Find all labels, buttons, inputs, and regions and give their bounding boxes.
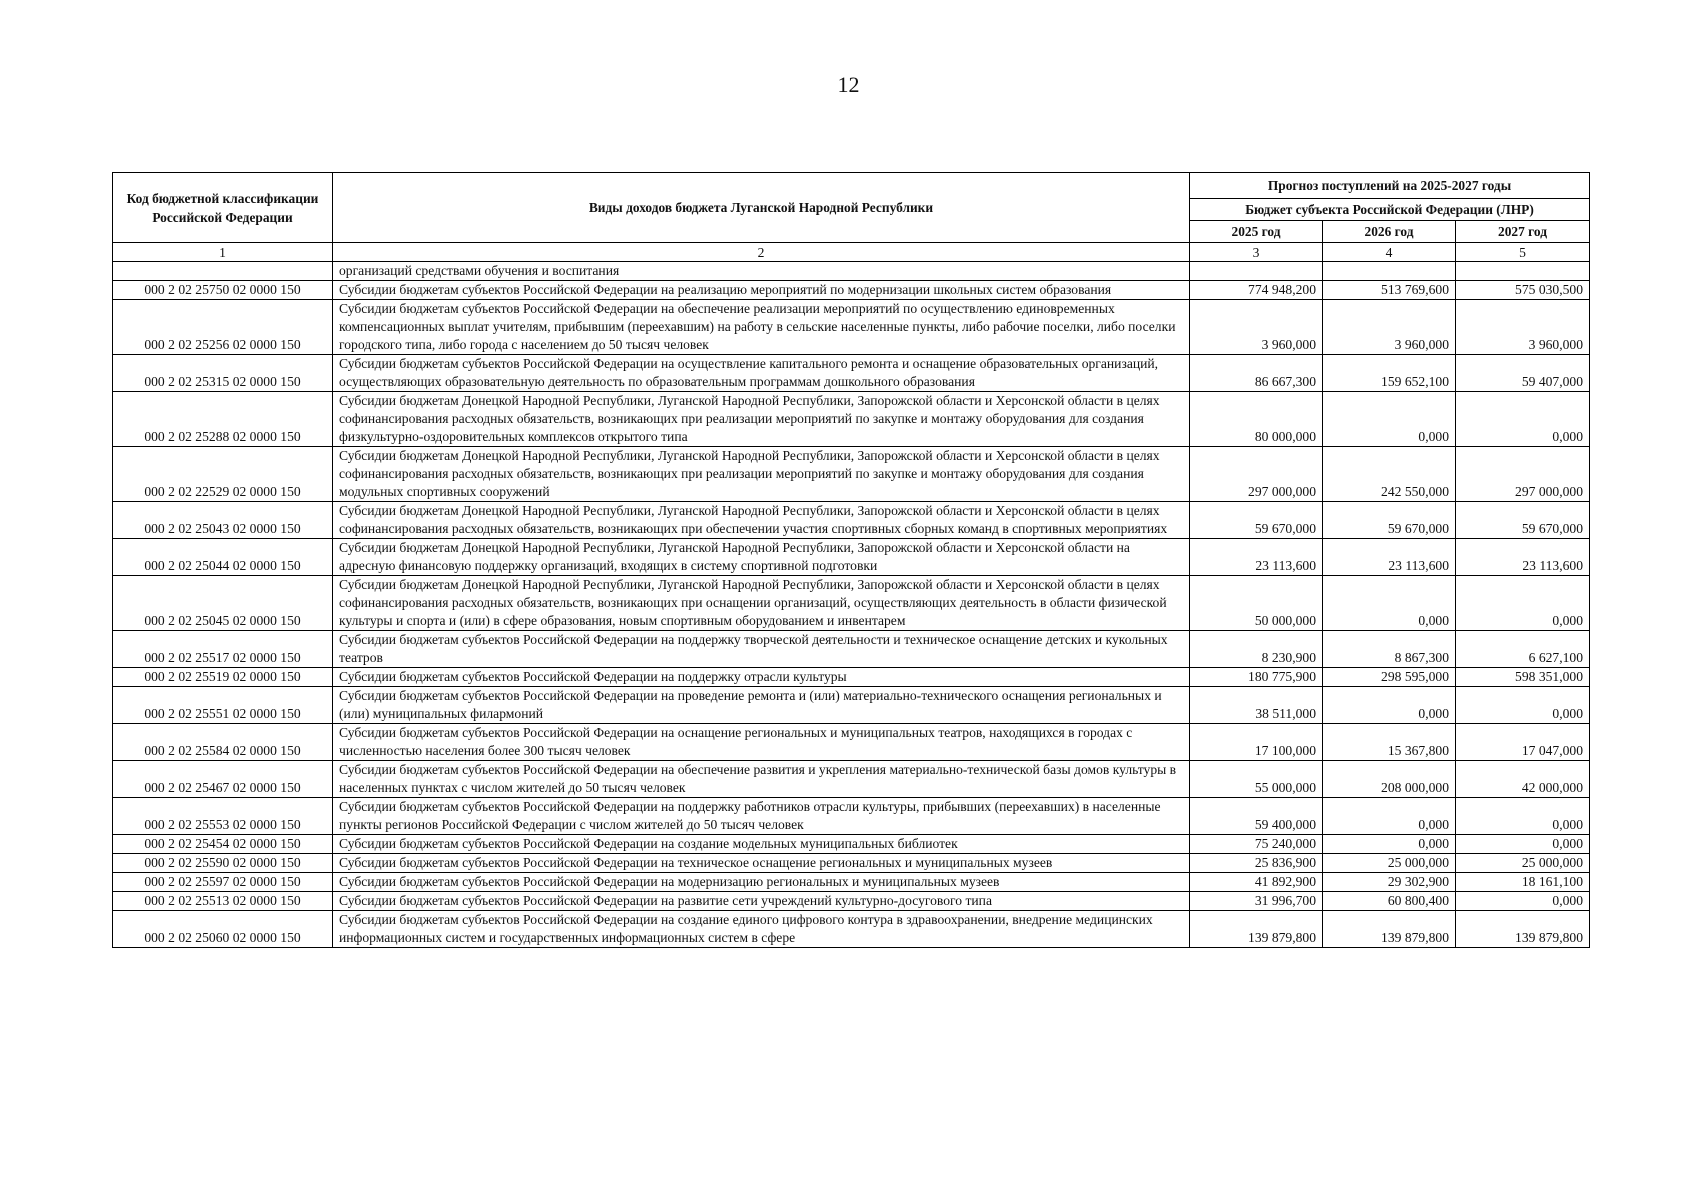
- forecast-2027: 3 960,000: [1456, 300, 1590, 355]
- income-description: Субсидии бюджетам субъектов Российской Федерации на обеспечение развития и укрепления материально-технической базы домов культуры в населенных пунктах с числом жителей до 50 тысяч человек: [333, 761, 1190, 798]
- income-description: Субсидии бюджетам Донецкой Народной Республики, Луганской Народной Республики, Запорожской области и Херсонской области в целях софинансирования расходных обязательств, возникающих при обеспечении участия спортивных сборных команд в спортивных мероприятиях: [333, 502, 1190, 539]
- income-description: Субсидии бюджетам субъектов Российской Федерации на поддержку отрасли культуры: [333, 668, 1190, 687]
- income-description: Субсидии бюджетам Донецкой Народной Республики, Луганской Народной Республики, Запорожской области и Херсонской области в целях софинансирования расходных обязательств, возникающих при оснащении организаций, осуществляющих деятельность в области физической культуры и спорта и (или) в сфере образования, новым спортивным оборудованием и инвентарем: [333, 576, 1190, 631]
- income-description: Субсидии бюджетам субъектов Российской Федерации на создание единого цифрового контура в здравоохранении, внедрение медицинских информационных систем и государственных информационных систем в сфере: [333, 911, 1190, 948]
- forecast-2027: 0,000: [1456, 392, 1590, 447]
- forecast-2027: 575 030,500: [1456, 281, 1590, 300]
- column-number: 3: [1190, 243, 1323, 262]
- revenue-table: [112, 172, 1590, 948]
- forecast-2025: 23 113,600: [1190, 539, 1323, 576]
- column-number: 1: [113, 243, 333, 262]
- forecast-2027: 598 351,000: [1456, 668, 1590, 687]
- forecast-2025: 3 960,000: [1190, 300, 1323, 355]
- header-year-2027: 2027 год: [1456, 221, 1590, 243]
- forecast-2026: 25 000,000: [1323, 854, 1456, 873]
- forecast-2025: 8 230,900: [1190, 631, 1323, 668]
- table-row: [113, 911, 1590, 948]
- budget-code: 000 2 02 25043 02 0000 150: [113, 502, 333, 539]
- income-description: Субсидии бюджетам субъектов Российской Федерации на оснащение региональных и муниципальных театров, находящихся в городах с численностью населения более 300 тысяч человек: [333, 724, 1190, 761]
- budget-code: 000 2 02 25454 02 0000 150: [113, 835, 333, 854]
- table-row: [113, 502, 1590, 539]
- forecast-2025: 75 240,000: [1190, 835, 1323, 854]
- forecast-2025: [1190, 262, 1323, 281]
- income-description: Субсидии бюджетам Донецкой Народной Республики, Луганской Народной Республики, Запорожской области и Херсонской области в целях софинансирования расходных обязательств, возникающих при реализации мероприятий по закупке и монтажу оборудования для создания модульных спортивных сооружений: [333, 447, 1190, 502]
- header-year-2026: 2026 год: [1323, 221, 1456, 243]
- forecast-2027: 42 000,000: [1456, 761, 1590, 798]
- forecast-2025: 774 948,200: [1190, 281, 1323, 300]
- forecast-2025: 55 000,000: [1190, 761, 1323, 798]
- budget-code: 000 2 02 25045 02 0000 150: [113, 576, 333, 631]
- forecast-2027: 0,000: [1456, 576, 1590, 631]
- table-row: [113, 724, 1590, 761]
- forecast-2025: 41 892,900: [1190, 873, 1323, 892]
- budget-code: 000 2 02 25513 02 0000 150: [113, 892, 333, 911]
- forecast-2026: 15 367,800: [1323, 724, 1456, 761]
- forecast-2026: 0,000: [1323, 798, 1456, 835]
- forecast-2025: 31 996,700: [1190, 892, 1323, 911]
- income-description: Субсидии бюджетам субъектов Российской Федерации на реализацию мероприятий по модернизации школьных систем образования: [333, 281, 1190, 300]
- column-number: 4: [1323, 243, 1456, 262]
- income-description: Субсидии бюджетам субъектов Российской Федерации на поддержку творческой деятельности и техническое оснащение детских и кукольных театров: [333, 631, 1190, 668]
- table-row: [113, 392, 1590, 447]
- budget-code: 000 2 02 25590 02 0000 150: [113, 854, 333, 873]
- forecast-2025: 59 670,000: [1190, 502, 1323, 539]
- forecast-2027: 59 407,000: [1456, 355, 1590, 392]
- forecast-2027: 18 161,100: [1456, 873, 1590, 892]
- forecast-2025: 25 836,900: [1190, 854, 1323, 873]
- income-description: Субсидии бюджетам субъектов Российской Федерации на модернизацию региональных и муниципальных музеев: [333, 873, 1190, 892]
- budget-code: 000 2 02 25288 02 0000 150: [113, 392, 333, 447]
- forecast-2026: 29 302,900: [1323, 873, 1456, 892]
- budget-code: 000 2 02 25256 02 0000 150: [113, 300, 333, 355]
- forecast-2027: 0,000: [1456, 687, 1590, 724]
- forecast-2027: 23 113,600: [1456, 539, 1590, 576]
- forecast-2025: 139 879,800: [1190, 911, 1323, 948]
- forecast-2026: 0,000: [1323, 835, 1456, 854]
- forecast-2025: 180 775,900: [1190, 668, 1323, 687]
- budget-code: 000 2 02 25597 02 0000 150: [113, 873, 333, 892]
- forecast-2027: 17 047,000: [1456, 724, 1590, 761]
- forecast-2027: 0,000: [1456, 892, 1590, 911]
- budget-code: 000 2 02 25467 02 0000 150: [113, 761, 333, 798]
- header-forecast: Прогноз поступлений на 2025-2027 годы: [1190, 173, 1590, 199]
- table-row: [113, 892, 1590, 911]
- table-row: [113, 798, 1590, 835]
- table-row: [113, 281, 1590, 300]
- forecast-2026: 208 000,000: [1323, 761, 1456, 798]
- column-number: 2: [333, 243, 1190, 262]
- forecast-2026: 59 670,000: [1323, 502, 1456, 539]
- forecast-2026: 8 867,300: [1323, 631, 1456, 668]
- column-number-row: [113, 243, 1590, 262]
- income-description: Субсидии бюджетам субъектов Российской Федерации на развитие сети учреждений культурно-досугового типа: [333, 892, 1190, 911]
- header-year-2025: 2025 год: [1190, 221, 1323, 243]
- table-row: [113, 668, 1590, 687]
- forecast-2027: 25 000,000: [1456, 854, 1590, 873]
- forecast-2025: 50 000,000: [1190, 576, 1323, 631]
- income-description: Субсидии бюджетам Донецкой Народной Республики, Луганской Народной Республики, Запорожской области и Херсонской области в целях софинансирования расходных обязательств, возникающих при реализации мероприятий по закупке и монтажу оборудования для создания физкультурно-оздоровительных комплексов открытого типа: [333, 392, 1190, 447]
- forecast-2026: 139 879,800: [1323, 911, 1456, 948]
- forecast-2026: 159 652,100: [1323, 355, 1456, 392]
- income-description: Субсидии бюджетам субъектов Российской Федерации на обеспечение реализации мероприятий по осуществлению единовременных компенсационных выплат учителям, прибывшим (переехавшим) на работу в сельские населенные пункты, либо рабочие поселки, либо поселки городского типа, либо города с населением до 50 тысяч человек: [333, 300, 1190, 355]
- forecast-2026: 60 800,400: [1323, 892, 1456, 911]
- income-description: Субсидии бюджетам субъектов Российской Федерации на осуществление капитального ремонта и оснащение образовательных организаций, осуществляющих образовательную деятельность по образовательным программам дошкольного образования: [333, 355, 1190, 392]
- forecast-2026: 0,000: [1323, 576, 1456, 631]
- table-row: [113, 539, 1590, 576]
- budget-code: 000 2 02 25517 02 0000 150: [113, 631, 333, 668]
- table-row: [113, 687, 1590, 724]
- budget-code: 000 2 02 25750 02 0000 150: [113, 281, 333, 300]
- income-description: Субсидии бюджетам субъектов Российской Федерации на проведение ремонта и (или) материально-технического оснащения региональных и (или) муниципальных филармоний: [333, 687, 1190, 724]
- header-budget: Бюджет субъекта Российской Федерации (ЛНР): [1190, 199, 1590, 221]
- income-description: Субсидии бюджетам субъектов Российской Федерации на техническое оснащение региональных и муниципальных музеев: [333, 854, 1190, 873]
- forecast-2027: 297 000,000: [1456, 447, 1590, 502]
- forecast-2027: 6 627,100: [1456, 631, 1590, 668]
- forecast-2026: 0,000: [1323, 687, 1456, 724]
- table-row: [113, 300, 1590, 355]
- forecast-2025: 297 000,000: [1190, 447, 1323, 502]
- budget-code: 000 2 02 22529 02 0000 150: [113, 447, 333, 502]
- table-row: [113, 835, 1590, 854]
- budget-code: 000 2 02 25519 02 0000 150: [113, 668, 333, 687]
- forecast-2025: 86 667,300: [1190, 355, 1323, 392]
- income-description: организаций средствами обучения и воспитания: [333, 262, 1190, 281]
- table-row: [113, 447, 1590, 502]
- forecast-2025: 17 100,000: [1190, 724, 1323, 761]
- budget-code: 000 2 02 25551 02 0000 150: [113, 687, 333, 724]
- forecast-2027: [1456, 262, 1590, 281]
- budget-code: 000 2 02 25553 02 0000 150: [113, 798, 333, 835]
- table-row: [113, 355, 1590, 392]
- forecast-2026: 23 113,600: [1323, 539, 1456, 576]
- income-description: Субсидии бюджетам субъектов Российской Федерации на создание модельных муниципальных библиотек: [333, 835, 1190, 854]
- column-number: 5: [1456, 243, 1590, 262]
- forecast-2027: 0,000: [1456, 835, 1590, 854]
- header-code: Код бюджетной классификации Российской Федерации: [113, 173, 333, 243]
- page-number: 12: [837, 72, 860, 97]
- table-body: [113, 243, 1590, 948]
- budget-code: 000 2 02 25060 02 0000 150: [113, 911, 333, 948]
- forecast-2025: 80 000,000: [1190, 392, 1323, 447]
- forecast-2027: 59 670,000: [1456, 502, 1590, 539]
- budget-code: [113, 262, 333, 281]
- income-description: Субсидии бюджетам Донецкой Народной Республики, Луганской Народной Республики, Запорожской области и Херсонской области на адресную финансовую поддержку организаций, входящих в систему спортивной подготовки: [333, 539, 1190, 576]
- table-row: [113, 873, 1590, 892]
- table-row: [113, 761, 1590, 798]
- forecast-2027: 0,000: [1456, 798, 1590, 835]
- forecast-2026: 513 769,600: [1323, 281, 1456, 300]
- forecast-2027: 139 879,800: [1456, 911, 1590, 948]
- table-row: [113, 576, 1590, 631]
- budget-code: 000 2 02 25315 02 0000 150: [113, 355, 333, 392]
- forecast-2026: [1323, 262, 1456, 281]
- forecast-2026: 242 550,000: [1323, 447, 1456, 502]
- table-row: [113, 854, 1590, 873]
- forecast-2026: 298 595,000: [1323, 668, 1456, 687]
- budget-code: 000 2 02 25044 02 0000 150: [113, 539, 333, 576]
- income-description: Субсидии бюджетам субъектов Российской Федерации на поддержку работников отрасли культуры, прибывших (переехавших) в населенные пункты регионов Российской Федерации с числом жителей до 50 тысяч человек: [333, 798, 1190, 835]
- budget-code: 000 2 02 25584 02 0000 150: [113, 724, 333, 761]
- forecast-2025: 38 511,000: [1190, 687, 1323, 724]
- table-row: [113, 631, 1590, 668]
- forecast-2026: 3 960,000: [1323, 300, 1456, 355]
- header-description: Виды доходов бюджета Луганской Народной Республики: [333, 173, 1190, 243]
- forecast-2026: 0,000: [1323, 392, 1456, 447]
- table-row: [113, 262, 1590, 281]
- forecast-2025: 59 400,000: [1190, 798, 1323, 835]
